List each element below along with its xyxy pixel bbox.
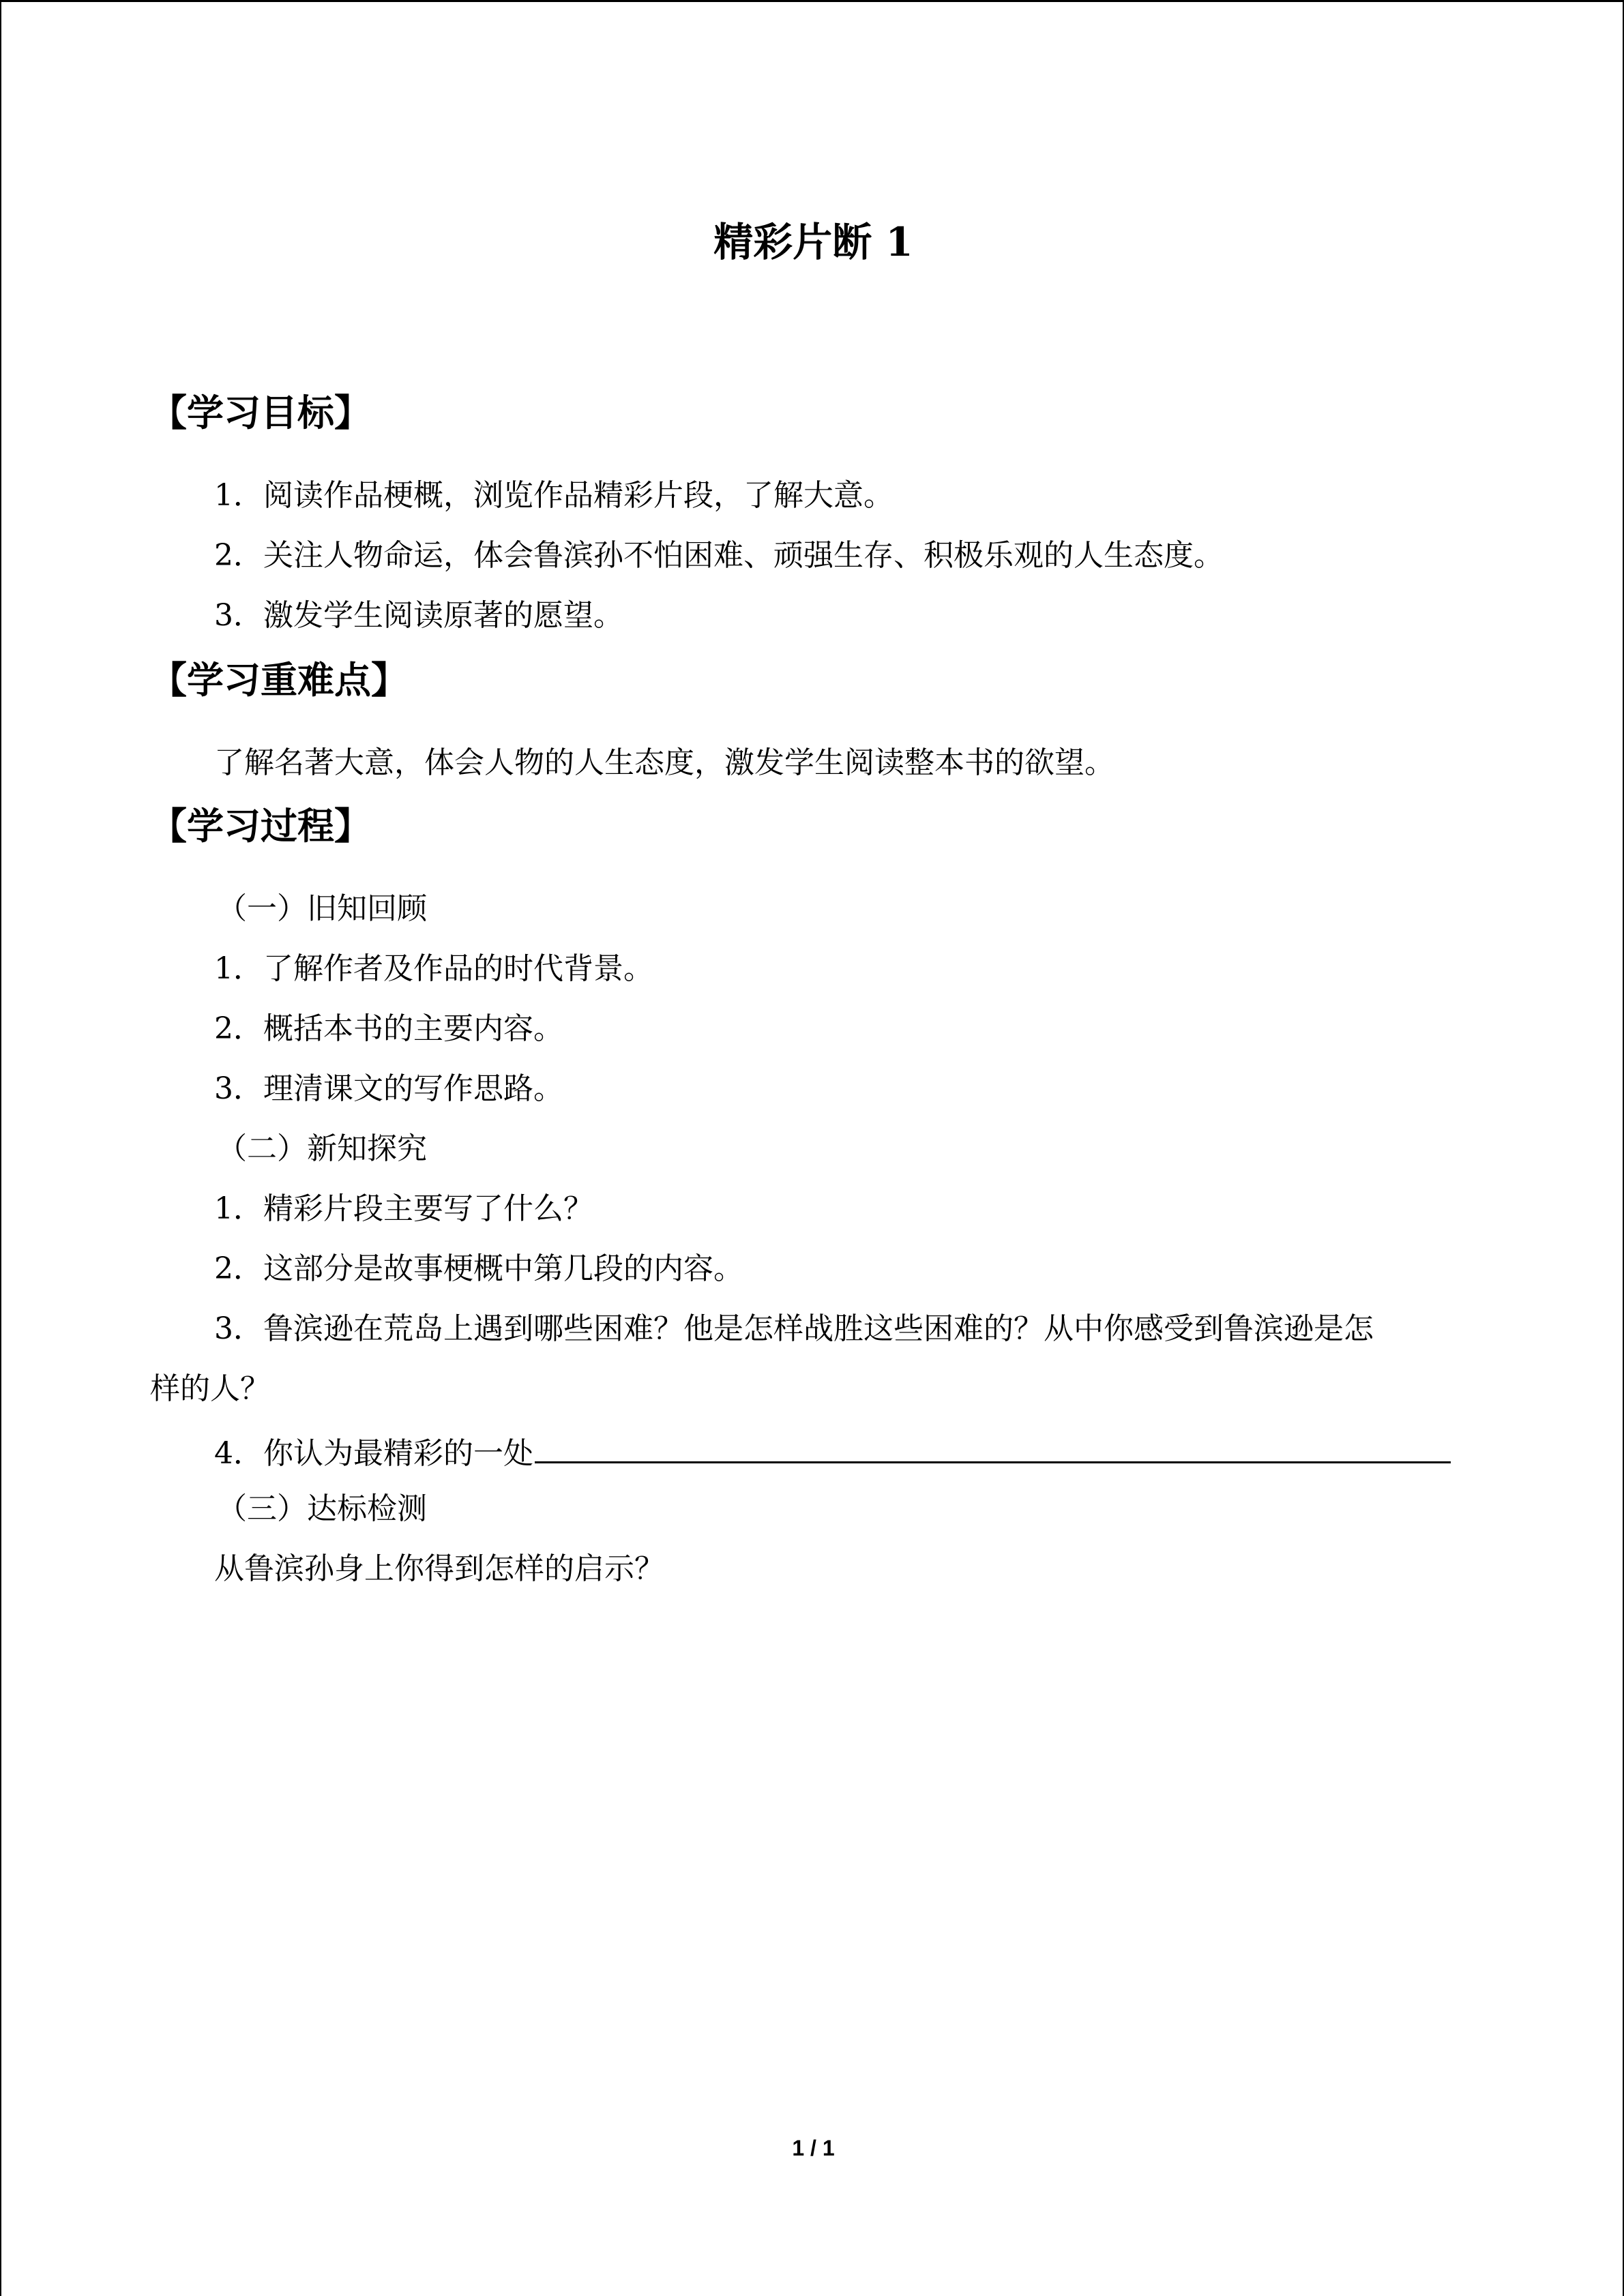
part3-text: 从鲁滨孙身上你得到怎样的启示？ <box>214 1551 664 1586</box>
part2-item-4-row <box>214 1427 1451 1476</box>
objective-item-1: 1．阅读作品梗概，浏览作品精彩片段，了解大意。 <box>214 478 894 513</box>
key-points-text: 了解名著大意，体会人物的人生态度，激发学生阅读整本书的欲望。 <box>214 745 1114 780</box>
objective-item-3: 3．激发学生阅读原著的愿望。 <box>214 598 623 633</box>
objective-item-2: 2．关注人物命运，体会鲁滨孙不怕困难、顽强生存、积极乐观的人生态度。 <box>214 538 1224 573</box>
objectives-heading: 【学习目标】 <box>150 391 371 434</box>
key-points-heading: 【学习重难点】 <box>150 659 408 702</box>
part2-item-1: 1．精彩片段主要写了什么？ <box>214 1191 593 1226</box>
part1-item-1: 1．了解作者及作品的时代背景。 <box>214 951 653 986</box>
part2-item-4: 4．你认为最精彩的一处 <box>214 1436 533 1471</box>
part2-title: （二）新知探究 <box>217 1131 427 1166</box>
part1-title: （一）旧知回顾 <box>217 891 427 926</box>
part2-item-3-continued: 样的人？ <box>150 1371 270 1406</box>
answer-blank-line <box>535 1427 1451 1463</box>
part2-item-3: 3．鲁滨逊在荒岛上遇到哪些困难？他是怎样战胜这些困难的？从中你感受到鲁滨逊是怎 <box>214 1311 1374 1346</box>
process-heading: 【学习过程】 <box>150 805 371 848</box>
part2-item-2: 2．这部分是故事梗概中第几段的内容。 <box>214 1251 743 1286</box>
part3-title: （三）达标检测 <box>217 1491 427 1526</box>
document-title: 精彩片断 1 <box>713 219 913 265</box>
page-number: 1 / 1 <box>792 2136 835 2160</box>
part1-item-3: 3．理清课文的写作思路。 <box>214 1071 563 1106</box>
part1-item-2: 2．概括本书的主要内容。 <box>214 1011 563 1046</box>
